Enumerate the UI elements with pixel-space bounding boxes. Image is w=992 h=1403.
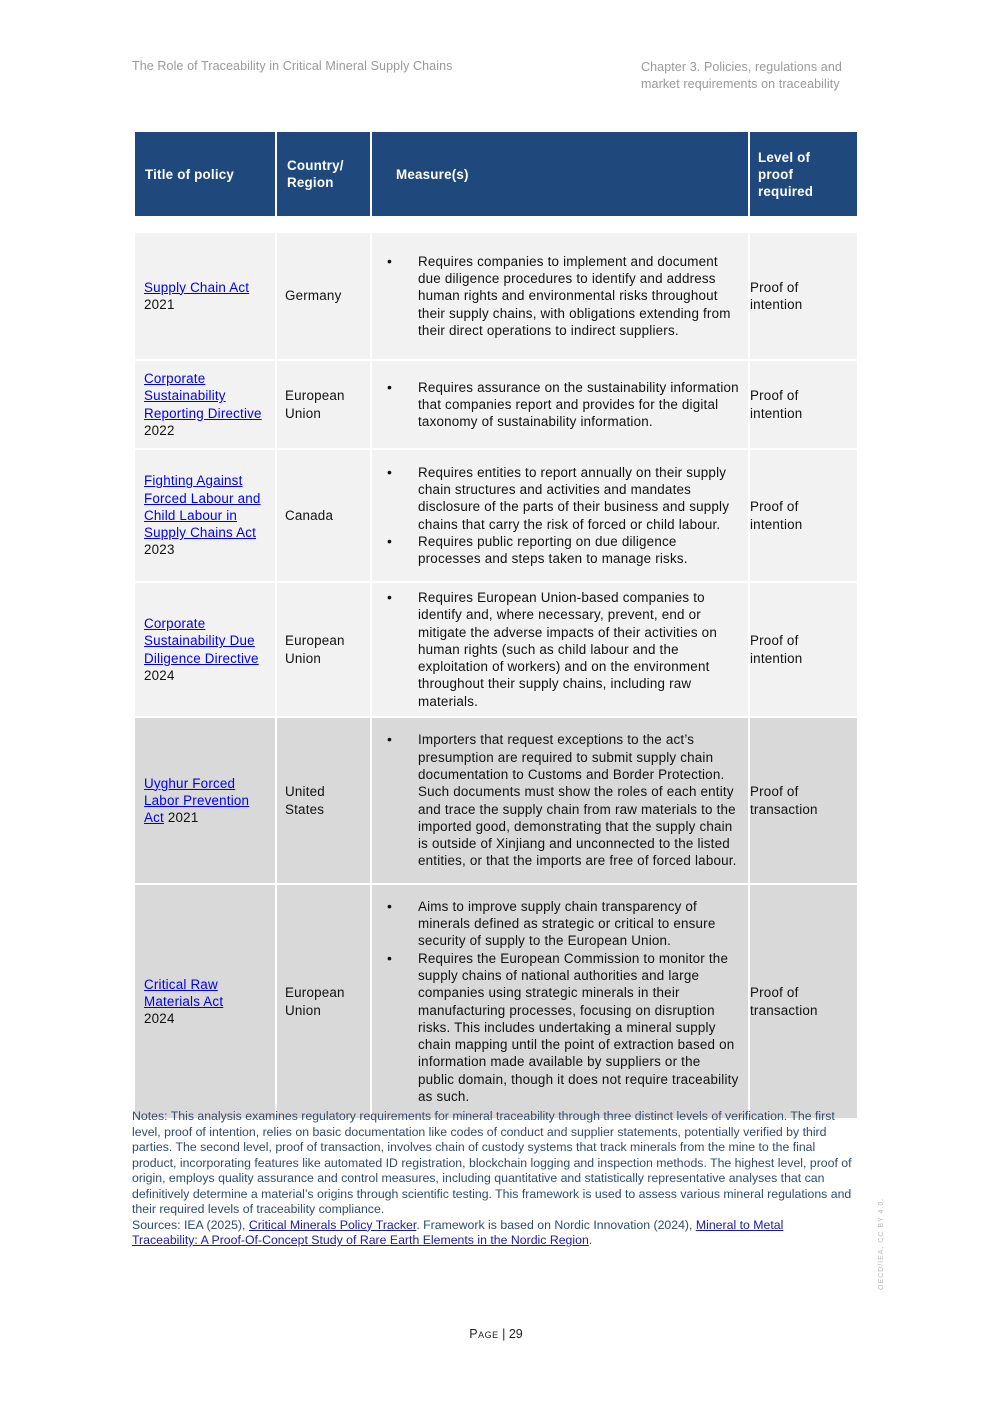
policy-year: 2024 — [144, 1011, 175, 1027]
measures-cell — [371, 884, 749, 1119]
table-row — [135, 884, 857, 1119]
col-header-proof: Level of proof required — [749, 132, 857, 216]
policy-link[interactable]: Critical Raw Materials Act — [144, 976, 224, 1009]
proof-cell: Proof of transaction — [749, 884, 857, 1119]
policy-year: 2023 — [144, 542, 175, 558]
table-header-row — [135, 132, 857, 216]
chapter-line-2: market requirements on traceability — [641, 77, 840, 91]
country-cell: Canada — [276, 449, 371, 582]
policy-title-cell — [135, 884, 276, 1119]
proof-cell: Proof of intention — [749, 232, 857, 360]
country-cell: Germany — [276, 232, 371, 360]
col-header-title: Title of policy — [135, 132, 276, 216]
measure-item: • Requires European Union-based companies to identify and, where necessary, prevent, end or mitigate the adverse impacts of their activities on human rights (such as child labour and the exploitation of workers) and on the environment throughout their supply chains, including raw materials. — [382, 589, 740, 710]
policy-title-cell — [135, 449, 276, 582]
policy-title-cell — [135, 717, 276, 884]
table-row — [135, 717, 857, 884]
policy-table — [135, 132, 857, 1120]
source-link-nordic-study[interactable]: Mineral to Metal Traceability: A Proof-Of-Concept Study of Rare Earth Elements in the Nordic Region — [132, 1217, 784, 1247]
measures-cell — [371, 360, 749, 449]
proof-cell: Proof of intention — [749, 582, 857, 717]
policy-link[interactable]: Supply Chain Act — [144, 279, 250, 295]
page-number — [0, 1327, 992, 1341]
sources-middle: . Framework is based on Nordic Innovation (2024), — [416, 1217, 696, 1232]
table-row — [135, 232, 857, 360]
policy-year: 2024 — [144, 667, 175, 683]
measures-cell — [371, 717, 749, 884]
table-notes — [132, 1109, 852, 1249]
measures-cell — [371, 232, 749, 360]
country-cell: United States — [276, 717, 371, 884]
sources-suffix: . — [588, 1233, 593, 1247]
table-row — [135, 360, 857, 449]
policy-link[interactable]: Fighting Against Forced Labour and Child Labour in Supply Chains Act — [144, 473, 261, 541]
policy-year: 2021 — [144, 297, 175, 312]
proof-cell: Proof of transaction — [749, 717, 857, 884]
policy-title-cell — [135, 360, 276, 449]
table-row — [135, 449, 857, 582]
measure-item: • Requires assurance on the sustainability information that companies report and provides for the digital taxonomy of sustainability information. — [382, 379, 740, 431]
policy-link[interactable]: Corporate Sustainability Due Diligence Directive — [144, 615, 259, 666]
page-label: Page — [469, 1327, 499, 1341]
country-cell: European Union — [276, 360, 371, 449]
notes-text: Notes: This analysis examines regulatory requirements for mineral traceability through three distinct levels of verification. The first level, proof of intention, relies on basic documentation like codes of conduct and supplier statements, potentially verified by third parties. The second level, proof of transaction, involves chain of custody systems that track minerals from the mine to the final product, incorporating features like automated ID registration, blockchain logging and inspection methods. The highest level, proof of origin, employs quality assurance and control measures, including quantitative and statistically representative analyses that can definitively determine a material’s origins through scientific testing. This framework is used to assess various mineral regulations and their required levels of traceability compliance. — [132, 1109, 852, 1216]
col-header-measures: Measure(s) — [371, 132, 749, 216]
policy-title-cell — [135, 232, 276, 360]
sources-prefix: Sources: IEA (2025), — [132, 1217, 249, 1232]
chapter-line-1: Chapter 3. Policies, regulations and — [641, 60, 842, 74]
policy-link[interactable]: Corporate Sustainability Reporting Directive — [144, 370, 262, 421]
policy-link[interactable]: Uyghur Forced Labor Prevention Act — [144, 775, 250, 826]
running-header-title: The Role of Traceability in Critical Mineral Supply Chains — [132, 59, 453, 73]
measure-item: • Importers that request exceptions to the act’s presumption are required to submit supply chain documentation to Customs and Border Protection. Such documents must show the roles of each entity and trace the supply chain from raw materials to the imported good, demonstrating that the supply chain is outside of Xinjiang and unconnected to the listed entities, or that the imports are free of forced labour. — [382, 731, 740, 869]
measure-item: • Aims to improve supply chain transparency of minerals defined as strategic or critical to ensure security of supply to the European Union. — [382, 898, 740, 950]
proof-cell: Proof of intention — [749, 360, 857, 449]
country-cell: European Union — [276, 582, 371, 717]
proof-cell: Proof of intention — [749, 449, 857, 582]
sources-text — [132, 1218, 852, 1249]
measures-cell — [371, 582, 749, 717]
policy-year: 2021 — [167, 810, 199, 826]
measure-item: • Requires the European Commission to monitor the supply chains of national authorities and large companies using strategic minerals in their manufacturing processes, focusing on disruption risks. This includes undertaking a mineral supply chain mapping until the point of extraction based on information made available by suppliers or the public domain, though it does not require traceability as such. — [382, 950, 740, 1106]
table-row — [135, 582, 857, 717]
running-header-chapter — [641, 59, 881, 93]
country-cell: European Union — [276, 884, 371, 1119]
col-header-country: Country/ Region — [276, 132, 371, 216]
policy-year: 2022 — [144, 422, 175, 438]
policy-title-cell — [135, 582, 276, 717]
measure-item: • Requires public reporting on due diligence processes and steps taken to manage risks. — [382, 533, 740, 568]
measures-cell — [371, 449, 749, 582]
source-link-policy-tracker[interactable]: Critical Minerals Policy Tracker — [248, 1217, 417, 1232]
measure-item: • Requires entities to report annually on their supply chain structures and activities and mandates disclosure of the parts of their business and supply chains that carry the risk of forced or child labour. — [382, 464, 740, 533]
license-watermark: OECD/IEA, CC BY 4.0. — [878, 1197, 885, 1290]
page-separator: | — [498, 1327, 509, 1341]
page-number-value: 29 — [508, 1327, 523, 1341]
measure-item: • Requires companies to implement and document due diligence procedures to identify and address human rights and environmental risks throughout their supply chains, with obligations extending from their direct operations to indirect suppliers. — [382, 253, 740, 339]
